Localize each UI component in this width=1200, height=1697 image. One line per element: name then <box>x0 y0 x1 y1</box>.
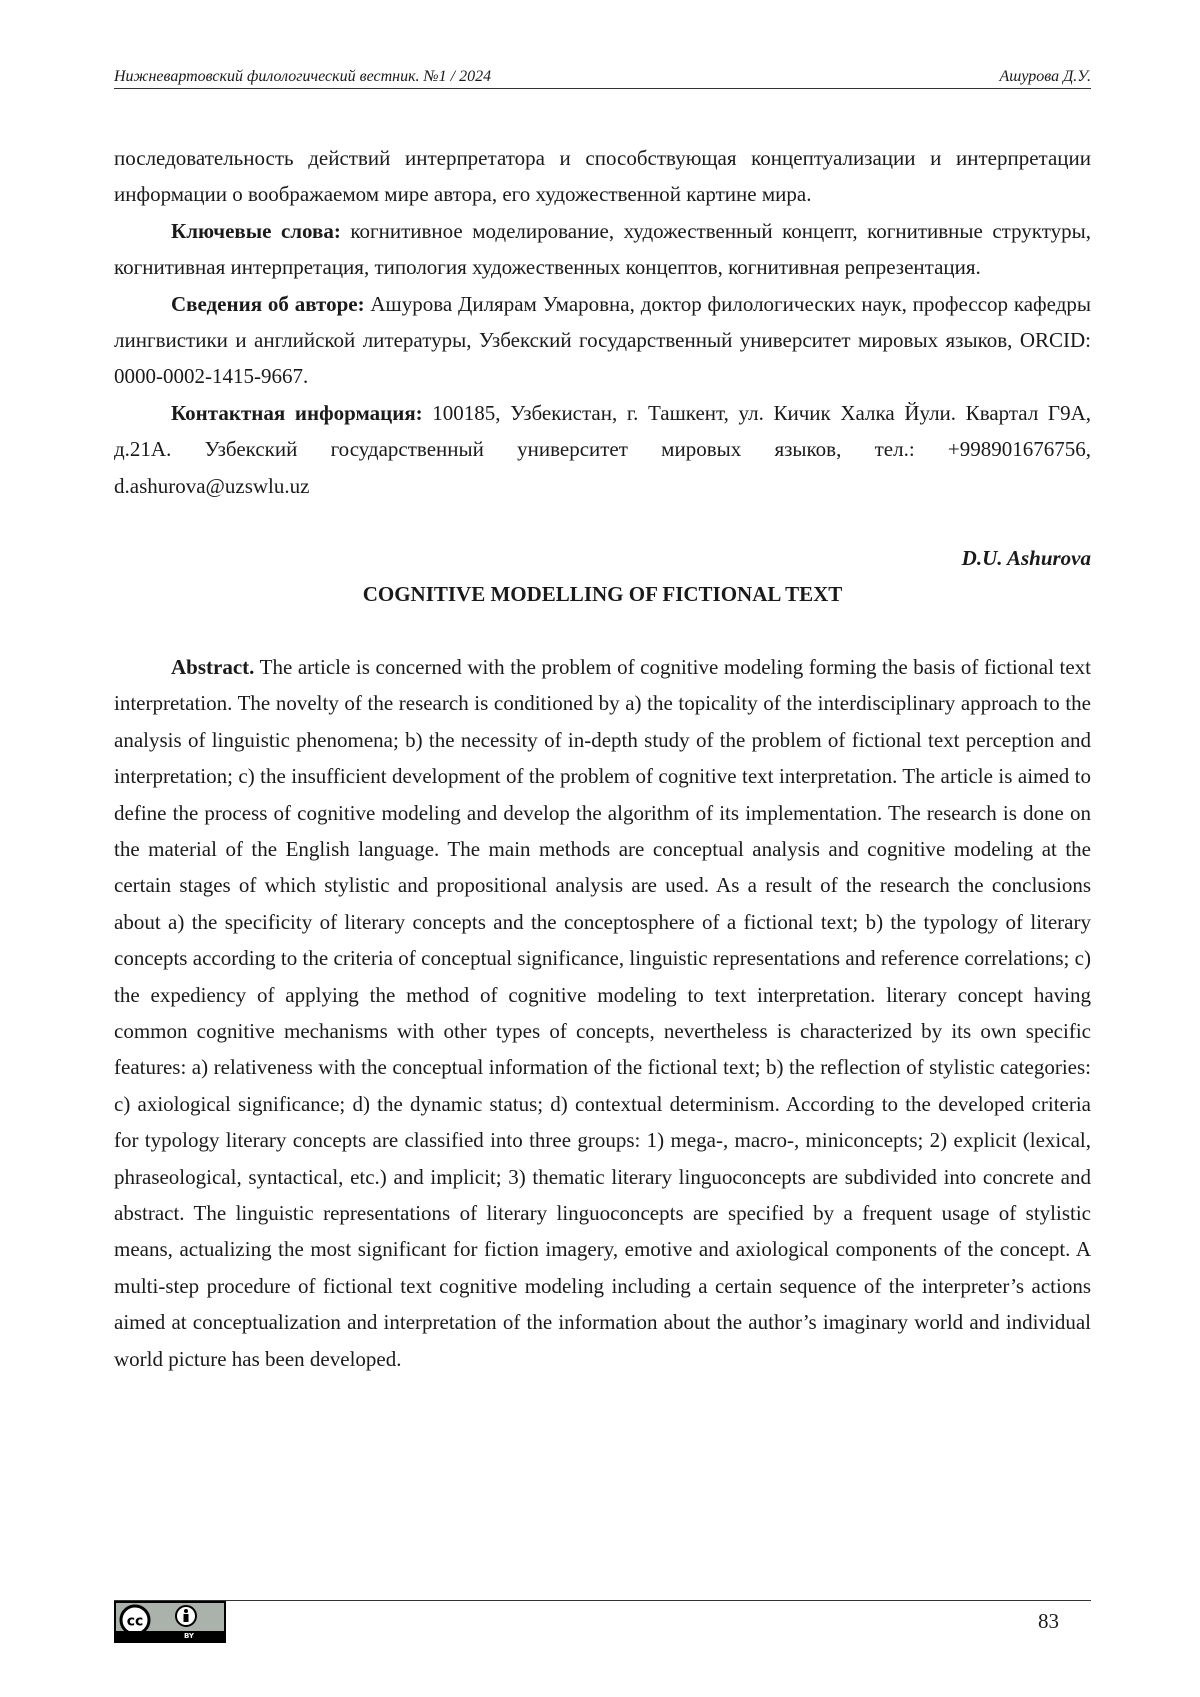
license-by-text: BY <box>183 1632 194 1640</box>
keywords-paragraph <box>114 213 1091 286</box>
author-info-label: Сведения об авторе: <box>171 291 365 316</box>
cc-by-icon <box>114 1601 226 1643</box>
page-footer <box>114 1600 1091 1651</box>
journal-title: Нижневартовский филологический вестник. №1 / 2024 <box>114 68 492 85</box>
author-info-text: Ашурова Дилярам Умаровна, доктор филологических наук, профессор кафедры лингвистики и английской литературы, Узбекский государственный университет мировых языков, ORCID: 0000-0002-1415-9667. <box>114 291 1091 389</box>
page-content <box>114 140 1091 1377</box>
author-info-paragraph <box>114 286 1091 395</box>
keywords-text: когнитивное моделирование, художественный концепт, когнитивные структуры, когнитивная интерпретация, типология художественных концептов, когнитивная репрезентация. <box>114 218 1091 280</box>
license-strip <box>116 1631 224 1641</box>
keywords-label: Ключевые слова: <box>171 218 341 243</box>
ru-summary-end: последовательность действий интерпретатора и способствующая концептуализации и интерпретации информации о воображаемом мире автора, его художественной картине мира. <box>114 146 1091 207</box>
svg-text:cc: cc <box>126 1613 144 1630</box>
contact-label: Контактная информация: <box>171 400 423 425</box>
article-author: D.U. Ashurova <box>961 546 1091 571</box>
article-title: COGNITIVE MODELLING OF FICTIONAL TEXT <box>362 582 843 607</box>
contact-text: 100185, Узбекистан, г. Ташкент, ул. Кичик Халка Йули. Квартал Г9А, д.21А. Узбекский государственный университет мировых языков, тел.: +998901676756, d.ashurova@uzswlu.uz <box>114 400 1091 498</box>
header-author: Ашурова Д.У. <box>999 68 1091 85</box>
contact-paragraph <box>114 395 1091 504</box>
abstract-paragraph <box>114 649 1091 1377</box>
abstract-text: The article is concerned with the problem of cognitive modeling forming the basis of fictional text interpretation. The novelty of the research is conditioned by a) the topicality of the interdisciplinary approach to the analysis of linguistic phenomena; b) the necessity of in-depth study of the problem of fictional text perception and interpretation; c) the insufficient development of the problem of cognitive text interpretation. The article is aimed to define the process of cognitive modeling and develop the algorithm of its implementation. The research is done on the material of the English language. The main methods are conceptual analysis and cognitive modeling at the certain stages of which stylistic and propositional analysis are used. As a result of the research the conclusions about a) the specificity of literary concepts and the conceptosphere of a fictional text; b) the typology of literary concepts according to the criteria of conceptual significance, linguistic representations and reference correlations; c) the expediency of applying the method of cognitive modeling to text interpretation. literary concept having common cognitive mechanisms with other types of concepts, nevertheless is characterized by its own specific features: a) relativeness with the conceptual information of the fictional text; b) the reflection of stylistic categories: c) axiological significance; d) the dynamic status; d) contextual determinism. According to the developed criteria for typology literary concepts are classified into three groups: 1) mega-, macro-, miniconcepts; 2) explicit (lexical, phraseological, syntactical, etc.) and implicit; 3) thematic literary linguoconcepts are subdivided into concrete and abstract. The linguistic representations of literary linguoconcepts are specified by a frequent usage of stylistic means, actualizing the most significant for fiction imagery, emotive and axiological components of the concept. A multi-step procedure of fictional text cognitive modeling including a certain sequence of the interpreter’s actions aimed at conceptualization and interpretation of the information about the author’s imaginary world and individual world picture has been developed. <box>114 654 1091 1371</box>
page-number: 83 <box>1038 1609 1059 1633</box>
abstract-label: Abstract. <box>171 654 255 679</box>
running-header <box>114 62 1091 89</box>
